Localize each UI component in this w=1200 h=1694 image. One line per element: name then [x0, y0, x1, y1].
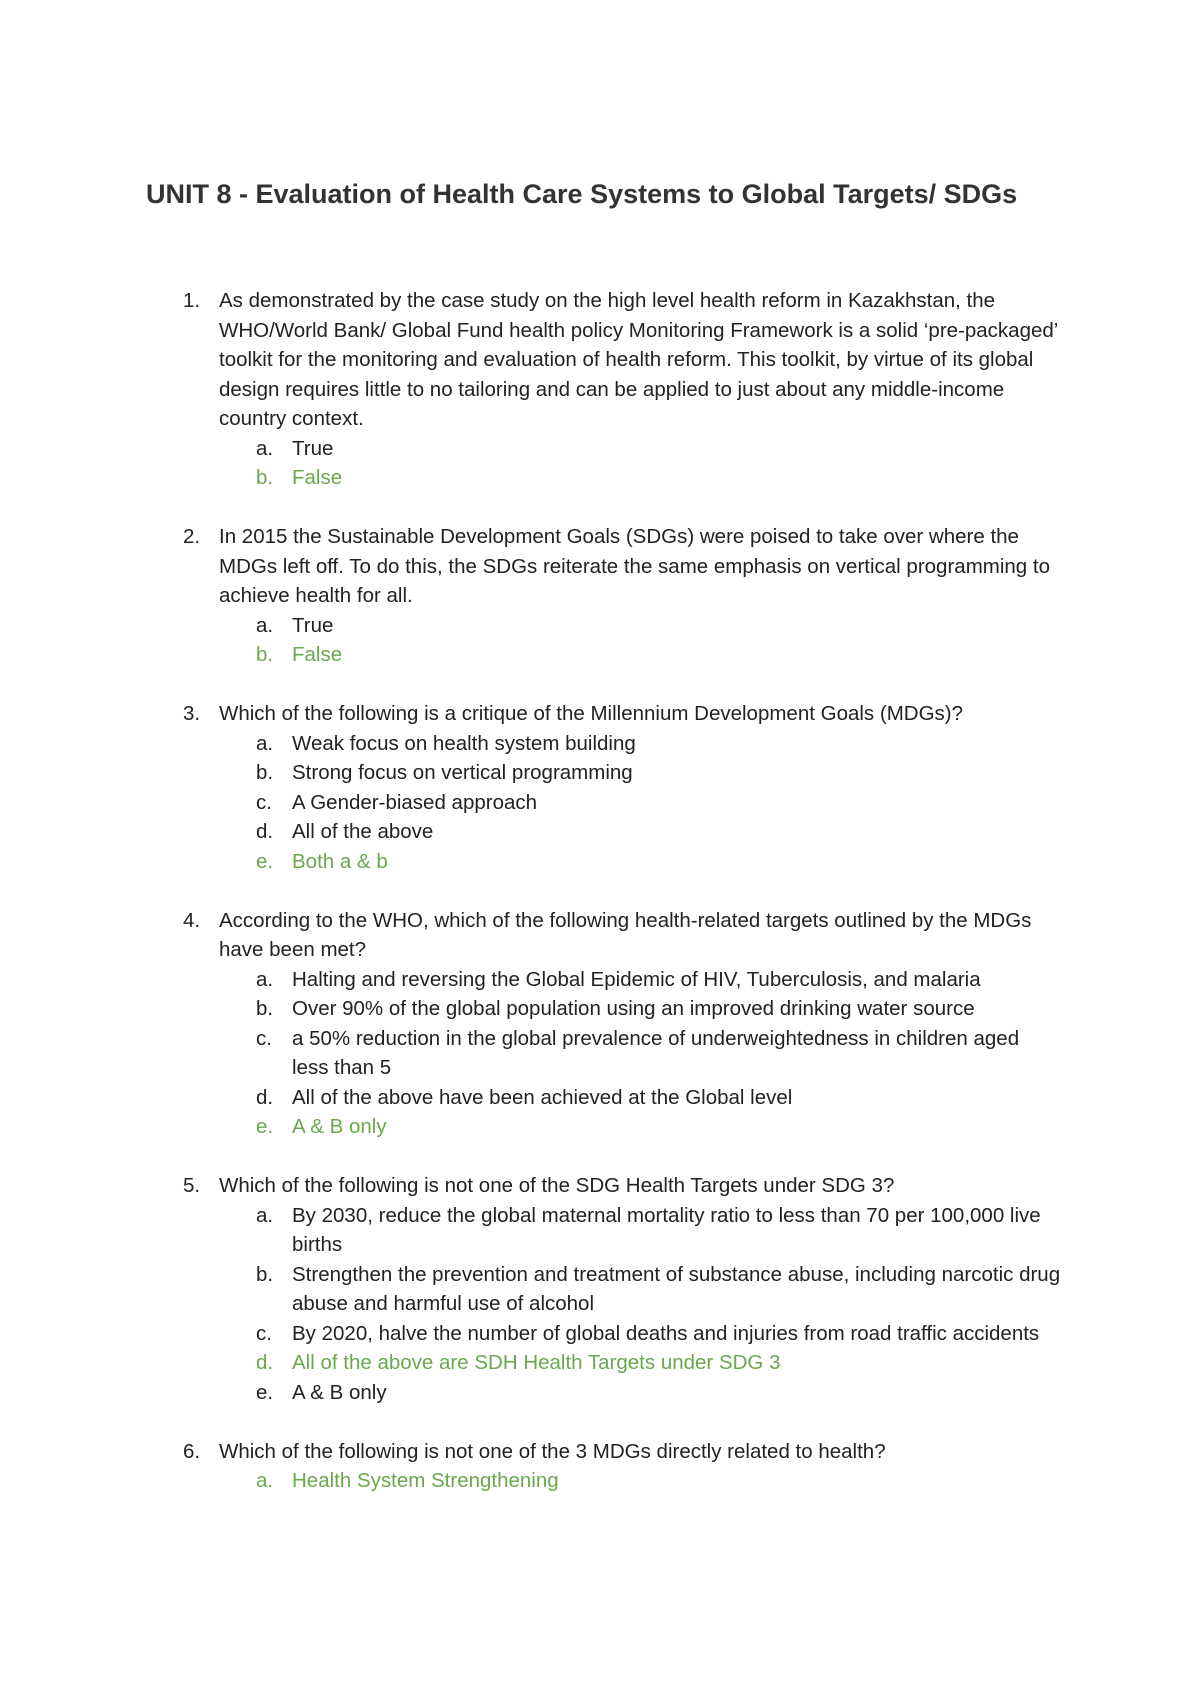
option-b-correct-answer [219, 640, 1061, 670]
option-list [219, 965, 1061, 1142]
option-d-correct-answer [219, 1348, 1061, 1378]
option-text: False [292, 643, 343, 666]
option-text: True [292, 613, 334, 637]
option-d [219, 817, 1061, 847]
option-a [219, 729, 1061, 759]
option-c [219, 1024, 1061, 1083]
question-number: 4. [183, 908, 201, 932]
option-text: By 2030, reduce the global maternal mortality ratio to less than 70 per 100,000 live births [292, 1203, 1041, 1256]
option-letter: b. [256, 997, 274, 1020]
option-letter: e. [256, 849, 274, 873]
option-b [219, 758, 1061, 788]
option-text: Over 90% of the global population using an improved drinking water source [292, 997, 975, 1020]
question-text: Which of the following is not one of the 3 MDGs directly related to health? [219, 1439, 886, 1463]
option-letter: e. [256, 1115, 274, 1138]
option-a-correct-answer [219, 1466, 1061, 1496]
option-letter: b. [256, 1262, 274, 1286]
option-letter: d. [256, 1351, 274, 1374]
question-text: In 2015 the Sustainable Development Goals (SDGs) were poised to take over where the MDGs left off. To do this, the SDGs reiterate the same emphasis on vertical programming to achieve health for all. [219, 525, 1050, 607]
option-list [219, 1201, 1061, 1408]
option-a [219, 434, 1061, 464]
option-text: By 2020, halve the number of global deaths and injuries from road traffic accidents [292, 1321, 1040, 1345]
option-text: All of the above [292, 820, 434, 843]
question-text: According to the WHO, which of the following health-related targets outlined by the MDGs have been met? [219, 908, 1032, 961]
option-letter: a. [256, 731, 274, 755]
question-6 [0, 1437, 1061, 1496]
option-c [219, 788, 1061, 818]
option-d [219, 1083, 1061, 1113]
question-list [0, 286, 1200, 1525]
question-number: 2. [183, 525, 201, 548]
option-list [219, 729, 1061, 877]
option-a [219, 611, 1061, 641]
option-list [219, 1466, 1061, 1496]
question-text: Which of the following is not one of the SDG Health Targets under SDG 3? [219, 1174, 895, 1197]
question-2 [0, 522, 1061, 670]
option-e [219, 1378, 1061, 1408]
option-letter: b. [256, 466, 274, 489]
option-e-correct-answer [219, 1112, 1061, 1142]
option-letter: c. [256, 1026, 272, 1050]
option-text: A & B only [292, 1115, 387, 1138]
question-3 [0, 699, 1061, 876]
question-text: Which of the following is a critique of the Millennium Development Goals (MDGs)? [219, 702, 963, 725]
question-number: 1. [183, 289, 201, 312]
option-letter: c. [256, 1321, 272, 1345]
option-b-correct-answer [219, 463, 1061, 493]
option-letter: a. [256, 1203, 274, 1227]
option-letter: b. [256, 761, 274, 784]
option-list [219, 434, 1061, 493]
question-number: 5. [183, 1174, 201, 1197]
question-4 [0, 906, 1061, 1142]
option-letter: a. [256, 613, 274, 637]
question-number: 3. [183, 702, 201, 725]
option-text: False [292, 466, 343, 489]
option-letter: c. [256, 790, 272, 814]
option-letter: e. [256, 1380, 274, 1404]
option-text: a 50% reduction in the global prevalence of underweightedness in children aged less than 5 [292, 1026, 1020, 1079]
option-text: Strong focus on vertical programming [292, 761, 633, 784]
option-b [219, 994, 1061, 1024]
question-1 [0, 286, 1061, 493]
option-text: Strengthen the prevention and treatment of substance abuse, including narcotic drug abuse and harmful use of alcohol [292, 1262, 1061, 1315]
question-number: 6. [183, 1439, 201, 1463]
option-letter: d. [256, 1085, 274, 1109]
option-letter: a. [256, 436, 274, 460]
option-text: Both a & b [292, 849, 388, 873]
page-title: UNIT 8 - Evaluation of Health Care Systems to Global Targets/ SDGs [146, 179, 1018, 209]
option-text: All of the above have been achieved at the Global level [292, 1085, 793, 1109]
option-text: Health System Strengthening [292, 1469, 559, 1492]
option-b [219, 1260, 1061, 1319]
option-e-correct-answer [219, 847, 1061, 877]
option-text: Weak focus on health system building [292, 731, 636, 755]
option-letter: a. [256, 1469, 274, 1492]
question-text: As demonstrated by the case study on the high level health reform in Kazakhstan, the WHO/World Bank/ Global Fund health policy Monitoring Framework is a solid ‘pre-packaged’ toolkit for the monitoring and evaluation of health reform. This toolkit, by virtue of its global design requires little to no tailoring and can be applied to just about any middle-income country context. [219, 289, 1058, 430]
option-letter: a. [256, 967, 274, 991]
option-text: A Gender-biased approach [292, 790, 538, 814]
option-a [219, 965, 1061, 995]
option-text: Halting and reversing the Global Epidemic of HIV, Tuberculosis, and malaria [292, 967, 981, 991]
option-text: All of the above are SDH Health Targets under SDG 3 [292, 1351, 781, 1374]
option-text: A & B only [292, 1380, 387, 1404]
question-5 [0, 1171, 1061, 1407]
option-letter: b. [256, 643, 274, 666]
option-c [219, 1319, 1061, 1349]
option-letter: d. [256, 820, 274, 843]
option-text: True [292, 436, 334, 460]
option-a [219, 1201, 1061, 1260]
option-list [219, 611, 1061, 670]
